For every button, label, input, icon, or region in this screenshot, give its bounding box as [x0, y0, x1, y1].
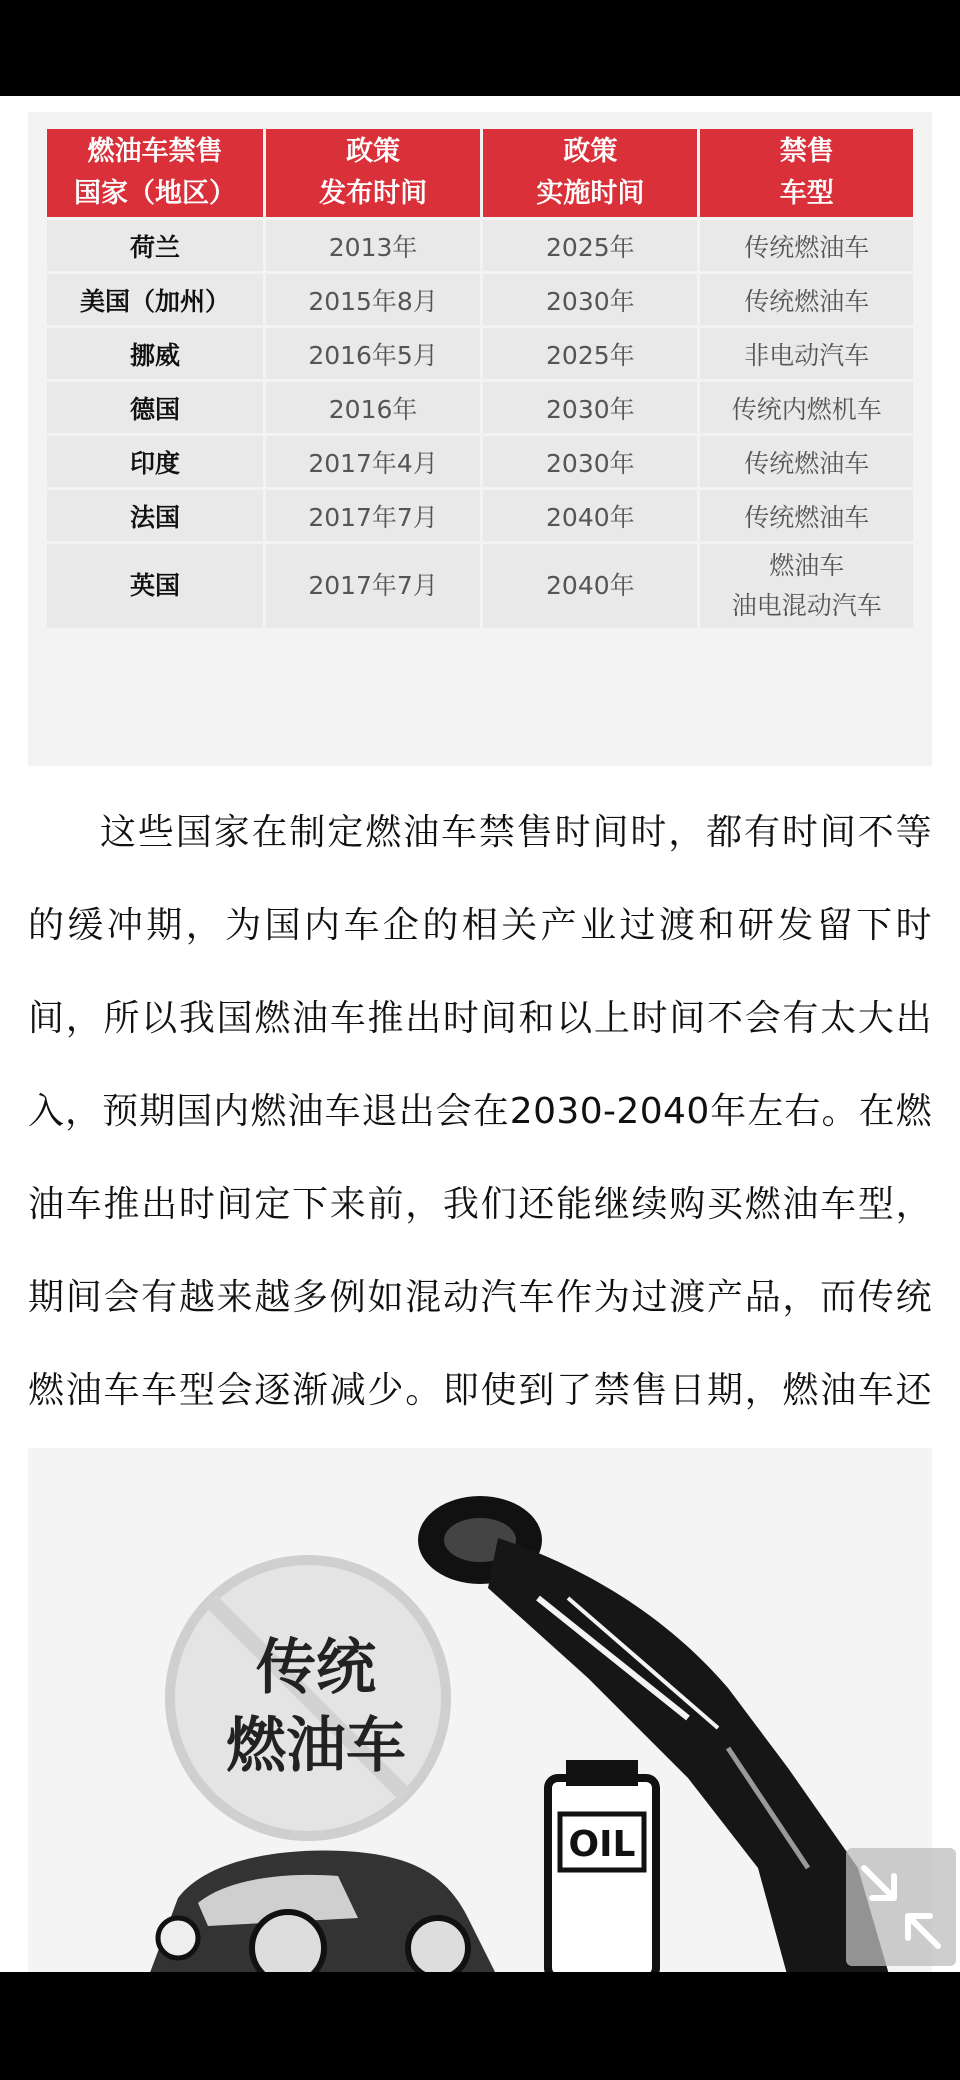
cell-published: 2016年	[266, 382, 480, 433]
cell-country: 美国（加州）	[47, 274, 263, 325]
cell-type: 传统燃油车	[700, 220, 913, 271]
oil-can-label: OIL	[568, 1824, 636, 1865]
header-effective: 政策 实施时间	[483, 129, 697, 217]
cell-effective: 2030年	[483, 436, 697, 487]
navigation-bar	[0, 1972, 960, 2080]
fuel-car-illustration	[28, 1448, 932, 1972]
table-row	[47, 220, 913, 271]
cell-country: 德国	[47, 382, 263, 433]
cell-published: 2017年7月	[266, 490, 480, 541]
cell-country: 印度	[47, 436, 263, 487]
cell-effective: 2025年	[483, 328, 697, 379]
table-row	[47, 274, 913, 325]
cell-effective: 2030年	[483, 382, 697, 433]
table-header-row	[47, 129, 913, 217]
cell-country: 荷兰	[47, 220, 263, 271]
illustration-drawing	[28, 1448, 932, 1972]
table-row	[47, 490, 913, 541]
header-published: 政策 发布时间	[266, 129, 480, 217]
cell-published: 2017年4月	[266, 436, 480, 487]
cell-country: 英国	[47, 544, 263, 628]
header-type: 禁售 车型	[700, 129, 913, 217]
prohibition-sign	[170, 1560, 446, 1836]
table-row	[47, 436, 913, 487]
cell-type: 非电动汽车	[700, 328, 913, 379]
cell-type: 传统燃油车	[700, 274, 913, 325]
cell-published: 2015年8月	[266, 274, 480, 325]
cell-type: 传统内燃机车	[700, 382, 913, 433]
cell-country: 法国	[47, 490, 263, 541]
cell-type: 燃油车 油电混动汽车	[700, 544, 913, 628]
ban-table-image	[28, 112, 932, 766]
cell-published: 2013年	[266, 220, 480, 271]
ban-table	[44, 126, 916, 631]
cell-type: 传统燃油车	[700, 436, 913, 487]
article-paragraph: 这些国家在制定燃油车禁售时间时，都有时间不等的缓冲期，为国内车企的相关产业过渡和研发留下时间，所以我国燃油车推出时间和以上时间不会有太大出入，预期国内燃油车退出会在2030-2040年左右。在燃油车推出时间定下来前，我们还能继续购买燃油车型，期间会有越来越多例如混动汽车作为过渡产品，而传统燃油车车型会逐渐减少。即使到了禁售日期，燃油车还	[28, 812, 932, 1411]
cell-effective: 2040年	[483, 490, 697, 541]
article-page	[0, 96, 960, 1972]
cell-type: 传统燃油车	[700, 490, 913, 541]
status-bar	[0, 0, 960, 96]
cell-published: 2016年5月	[266, 328, 480, 379]
cell-effective: 2030年	[483, 274, 697, 325]
sign-text-line1: 传统	[256, 1633, 376, 1703]
cell-effective: 2040年	[483, 544, 697, 628]
header-country: 燃油车禁售 国家（地区）	[47, 129, 263, 217]
collapse-arrows-icon	[846, 1848, 956, 1966]
cell-country: 挪威	[47, 328, 263, 379]
car-icon	[148, 1851, 498, 1972]
cell-effective: 2025年	[483, 220, 697, 271]
cell-published: 2017年7月	[266, 544, 480, 628]
oil-can-icon	[548, 1760, 656, 1972]
sign-text-line2: 燃油车	[226, 1711, 406, 1781]
collapse-button[interactable]	[846, 1848, 956, 1966]
table-row	[47, 328, 913, 379]
table-row	[47, 382, 913, 433]
table-row	[47, 544, 913, 628]
